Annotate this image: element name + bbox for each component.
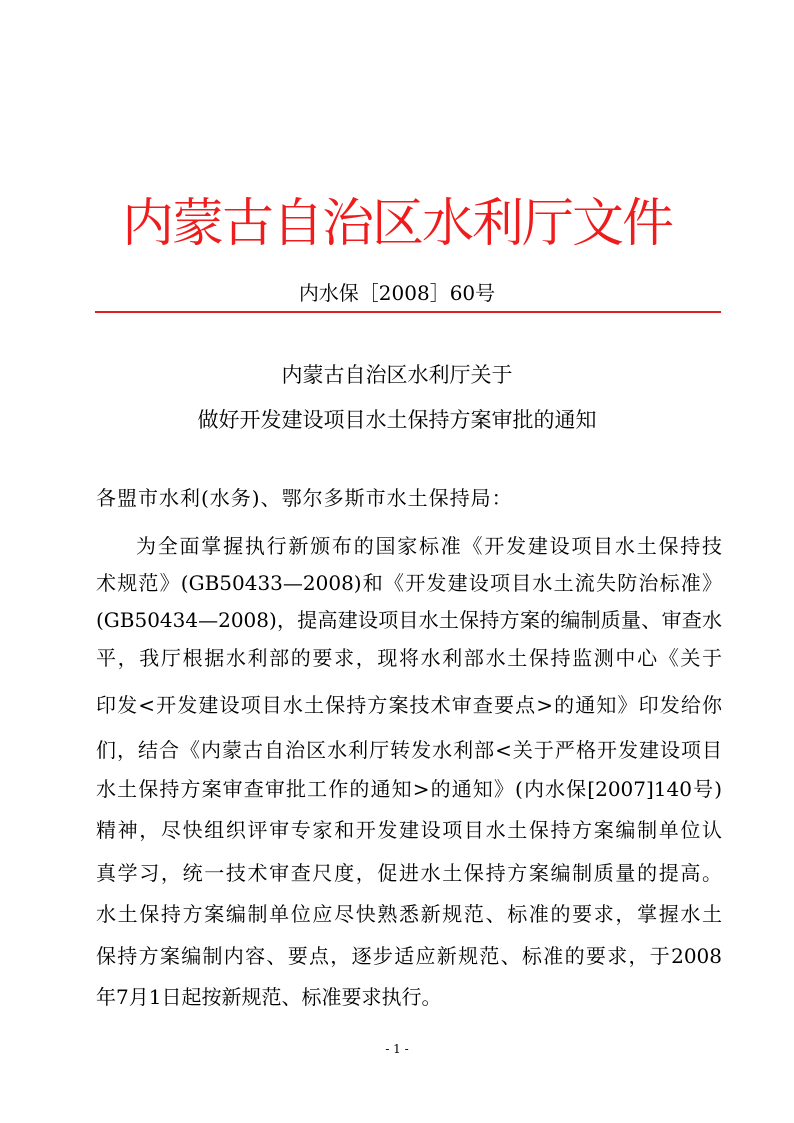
body-line: 平，我厅根据水利部的要求，现将水利部水土保持监测中心《关于	[96, 646, 722, 670]
notice-title-line-2: 做好开发建设项目水土保持方案审批的通知	[197, 408, 597, 432]
body-line: (GB50434—2008)，提高建设项目水土保持方案的编制质量、审查水	[96, 608, 722, 632]
body-line: 印发<开发建设项目水土保持方案技术审查要点>的通知》印发给你	[96, 693, 722, 717]
document-number: 内水保［2008］60号	[298, 281, 496, 305]
notice-title-line-1: 内蒙古自治区水利厅关于	[281, 363, 513, 387]
body-line: 术规范》(GB50433—2008)和《开发建设项目水土流失防治标准》	[96, 571, 722, 595]
salutation: 各盟市水利(水务)、鄂尔多斯市水土保持局：	[96, 486, 513, 510]
body-line: 精神，尽快组织评审专家和开发建设项目水土保持方案编制单位认	[96, 818, 722, 842]
body-line: 为全面掌握执行新颁布的国家标准《开发建设项目水土保持技	[136, 534, 722, 558]
body-line: 水土保持方案编制单位应尽快熟悉新规范、标准的要求，掌握水土	[96, 902, 722, 926]
red-divider	[95, 311, 721, 313]
page-number: - 1 -	[385, 1042, 409, 1056]
body-line: 年7月1日起按新规范、标准要求执行。	[96, 985, 442, 1009]
body-line: 保持方案编制内容、要点，逐步适应新规范、标准的要求，于2008	[96, 944, 722, 968]
body-line: 真学习，统一技术审查尺度，促进水土保持方案编制质量的提高。	[96, 861, 722, 885]
body-line: 水土保持方案审查审批工作的通知>的通知》(内水保[2007]140号)	[96, 777, 722, 801]
masthead-title: 内蒙古自治区水利厅文件	[121, 194, 672, 254]
body-line: 们，结合《内蒙古自治区水利厅转发水利部<关于严格开发建设项目	[96, 738, 722, 762]
